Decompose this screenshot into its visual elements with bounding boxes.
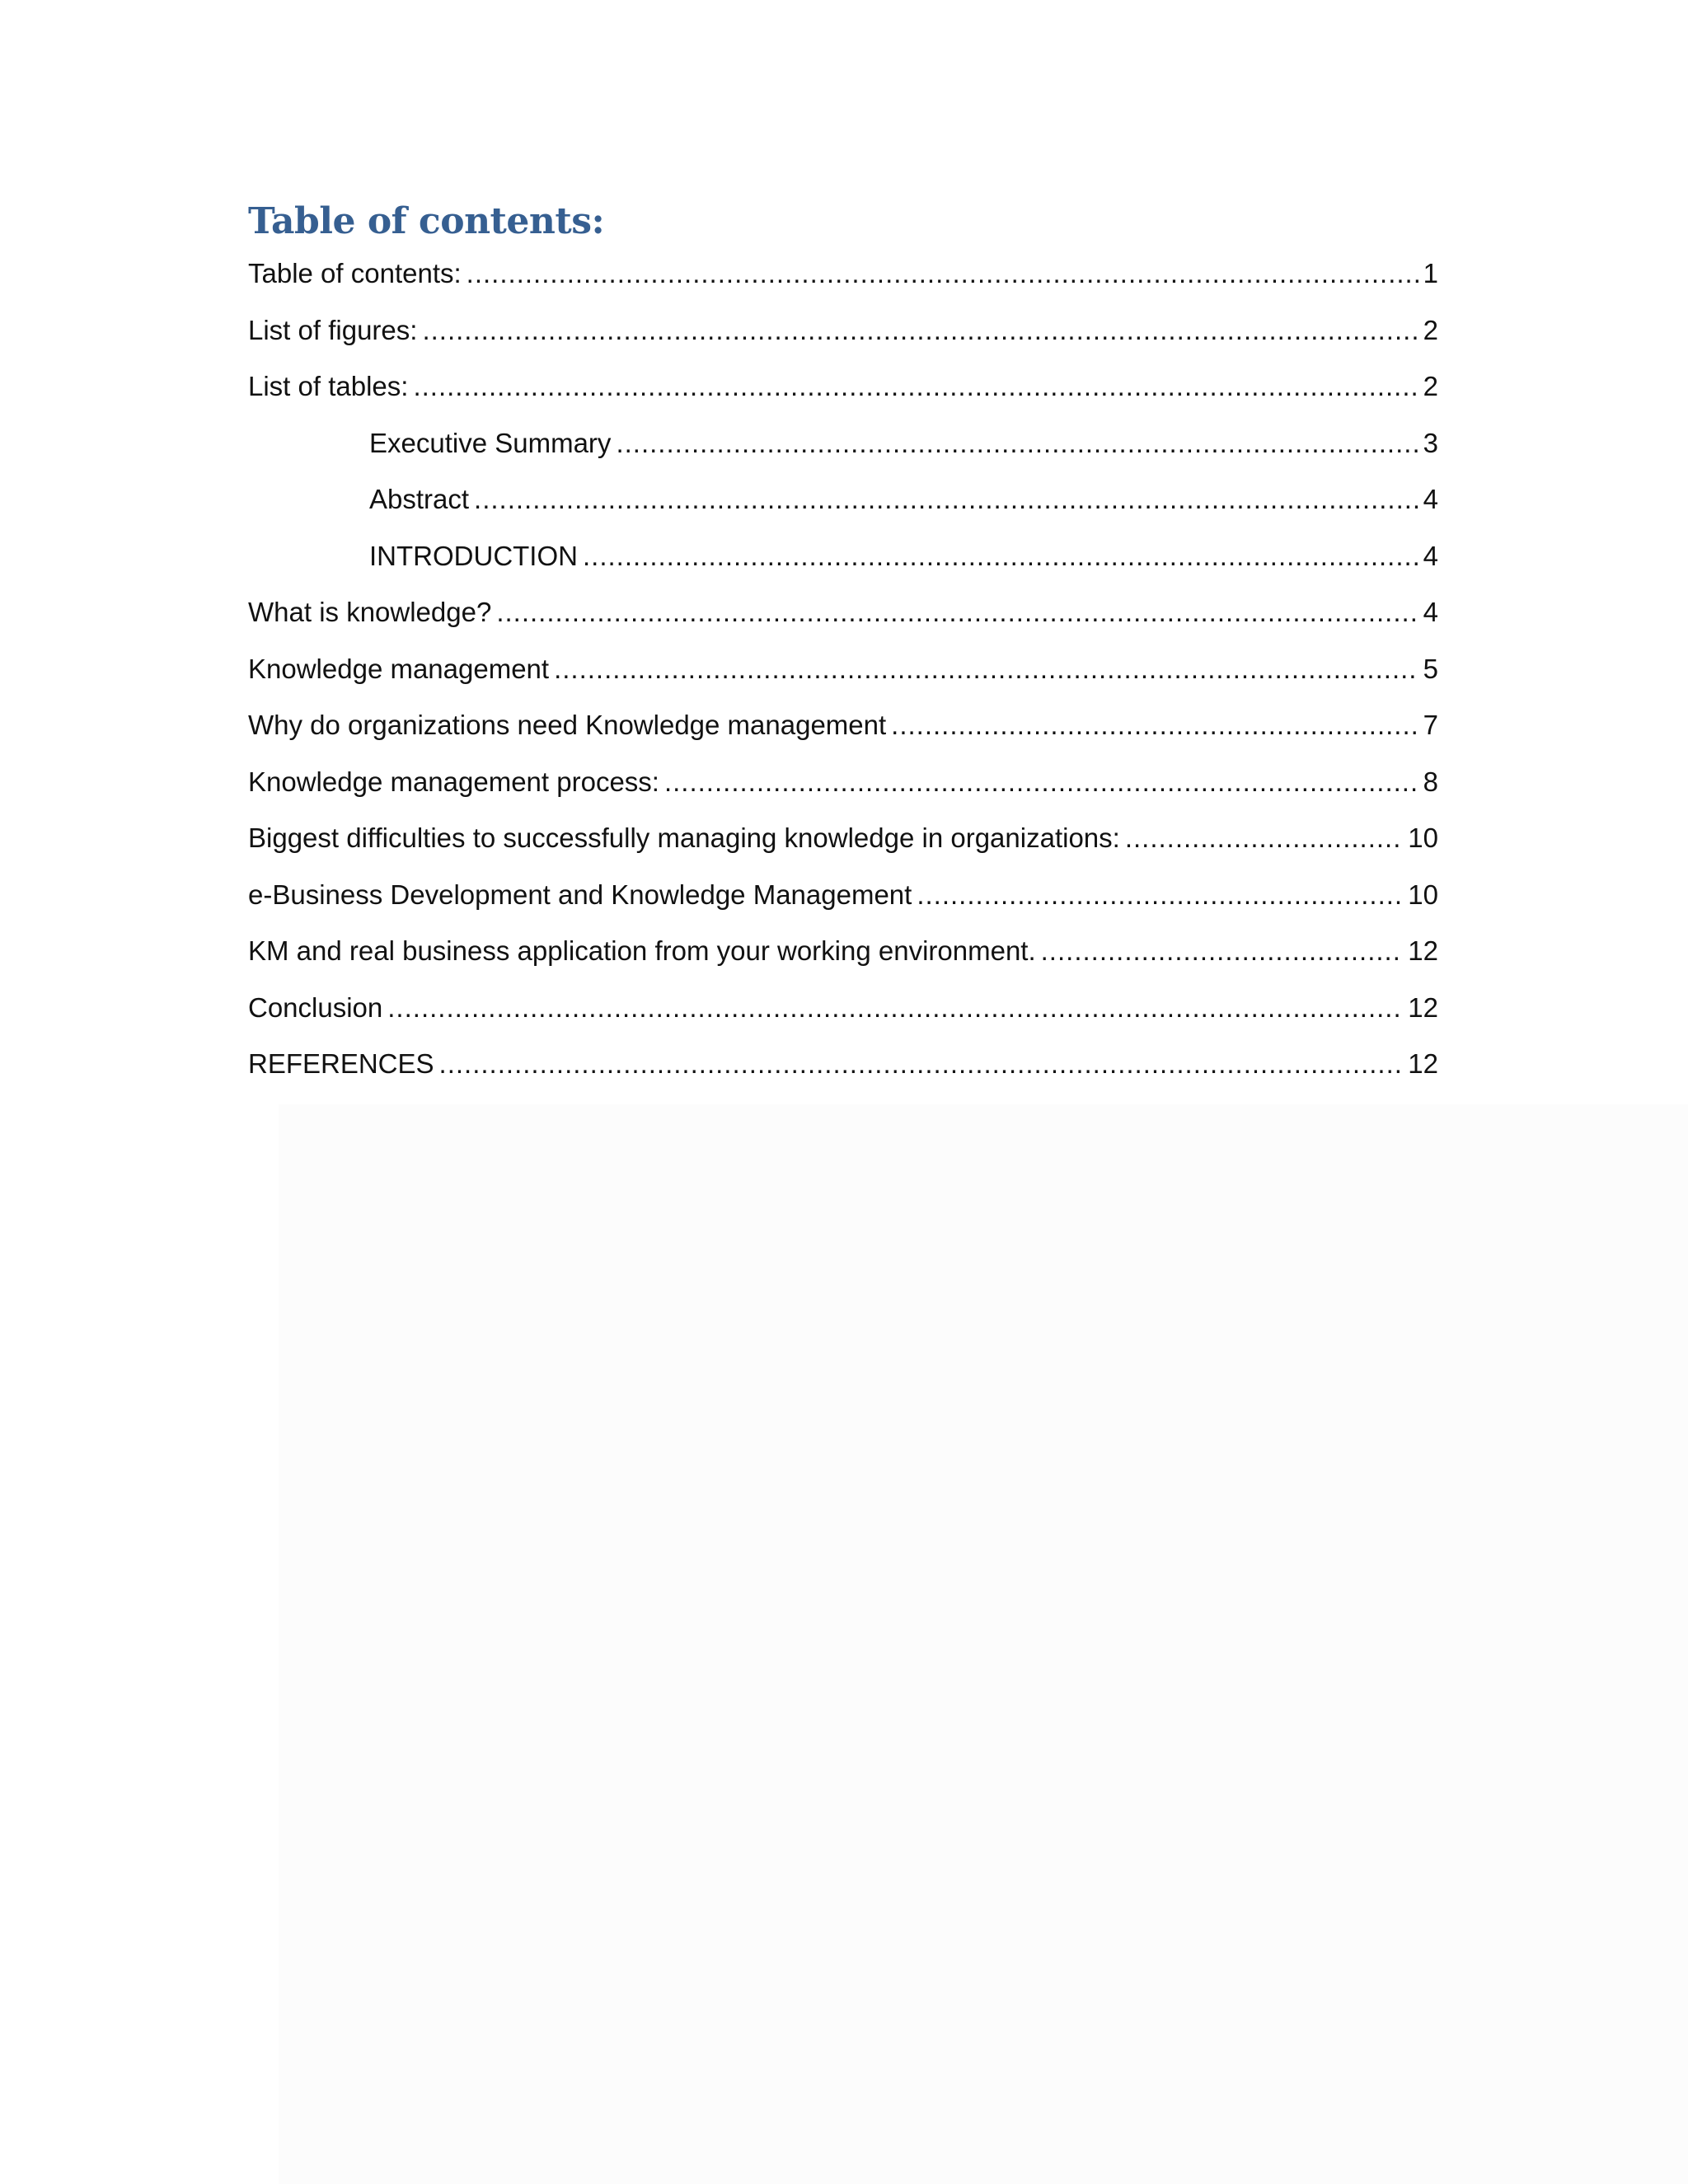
toc-entry-page-number: 4 bbox=[1423, 484, 1438, 514]
toc-entry[interactable] bbox=[248, 761, 1438, 818]
toc-entry[interactable] bbox=[248, 874, 1438, 930]
toc-dot-leader bbox=[1041, 930, 1404, 972]
toc-entry[interactable] bbox=[248, 1043, 1438, 1099]
toc-entry[interactable] bbox=[248, 365, 1438, 422]
toc-entry-title: Table of contents: bbox=[248, 258, 462, 288]
toc-entry-title: KM and real business application from your working environment. bbox=[248, 935, 1036, 966]
toc-dot-leader bbox=[917, 874, 1403, 916]
toc-entry-title: Knowledge management bbox=[248, 653, 550, 684]
toc-entry-page-number: 12 bbox=[1408, 1048, 1438, 1079]
toc-entry[interactable] bbox=[248, 704, 1438, 761]
toc-dot-leader bbox=[474, 478, 1418, 520]
toc-entry[interactable] bbox=[248, 930, 1438, 987]
table-of-contents bbox=[248, 194, 1438, 1099]
toc-entry-title: List of figures: bbox=[248, 314, 418, 345]
toc-dot-leader bbox=[1125, 817, 1403, 859]
toc-entry-title: Why do organizations need Knowledge management bbox=[248, 710, 887, 740]
toc-dot-leader bbox=[891, 704, 1418, 746]
toc-entry[interactable] bbox=[248, 987, 1438, 1043]
toc-entry[interactable] bbox=[248, 648, 1438, 705]
toc-entry-page-number: 2 bbox=[1423, 371, 1438, 401]
toc-entry-page-number: 3 bbox=[1423, 427, 1438, 458]
toc-entry-page-number: 4 bbox=[1423, 597, 1438, 627]
toc-entry-title: INTRODUCTION bbox=[369, 540, 578, 571]
toc-dot-leader bbox=[422, 309, 1418, 351]
toc-entry-page-number: 10 bbox=[1408, 879, 1438, 910]
toc-entry-title: Biggest difficulties to successfully managing knowledge in organizations: bbox=[248, 823, 1120, 853]
toc-entry[interactable] bbox=[248, 535, 1438, 592]
toc-entry-page-number: 4 bbox=[1423, 540, 1438, 571]
toc-list bbox=[248, 252, 1438, 1099]
toc-entry-title: e-Business Development and Knowledge Management bbox=[248, 879, 912, 910]
toc-dot-leader bbox=[413, 365, 1418, 407]
toc-entry-title: Abstract bbox=[369, 484, 470, 514]
toc-entry[interactable] bbox=[248, 478, 1438, 535]
toc-entry-title: REFERENCES bbox=[248, 1048, 434, 1079]
toc-entry-title: What is knowledge? bbox=[248, 597, 492, 627]
toc-entry[interactable] bbox=[248, 817, 1438, 874]
toc-entry-page-number: 12 bbox=[1408, 935, 1438, 966]
toc-entry[interactable] bbox=[248, 422, 1438, 479]
toc-entry[interactable] bbox=[248, 252, 1438, 309]
toc-dot-leader bbox=[439, 1043, 1404, 1085]
toc-entry-page-number: 1 bbox=[1423, 258, 1438, 288]
toc-dot-leader bbox=[496, 591, 1418, 633]
toc-entry-page-number: 10 bbox=[1408, 823, 1438, 853]
toc-dot-leader bbox=[616, 422, 1418, 464]
toc-entry-page-number: 12 bbox=[1408, 991, 1438, 1023]
toc-heading: Table of contents: bbox=[248, 200, 605, 242]
toc-entry-page-number: 7 bbox=[1423, 710, 1438, 740]
toc-entry-title: Conclusion bbox=[248, 991, 383, 1023]
toc-entry-page-number: 5 bbox=[1423, 653, 1438, 684]
toc-entry-page-number: 8 bbox=[1423, 766, 1438, 797]
toc-dot-leader bbox=[467, 252, 1418, 294]
toc-dot-leader bbox=[664, 761, 1418, 803]
toc-entry-title: Executive Summary bbox=[369, 427, 612, 458]
page-background-shade bbox=[279, 1104, 1688, 2184]
toc-dot-leader bbox=[554, 648, 1418, 690]
toc-entry-title: Knowledge management process: bbox=[248, 766, 659, 797]
toc-entry-page-number: 2 bbox=[1423, 314, 1438, 345]
toc-dot-leader bbox=[583, 535, 1418, 577]
toc-entry[interactable] bbox=[248, 309, 1438, 366]
toc-dot-leader bbox=[387, 987, 1403, 1029]
toc-entry[interactable] bbox=[248, 591, 1438, 648]
toc-entry-title: List of tables: bbox=[248, 371, 409, 401]
